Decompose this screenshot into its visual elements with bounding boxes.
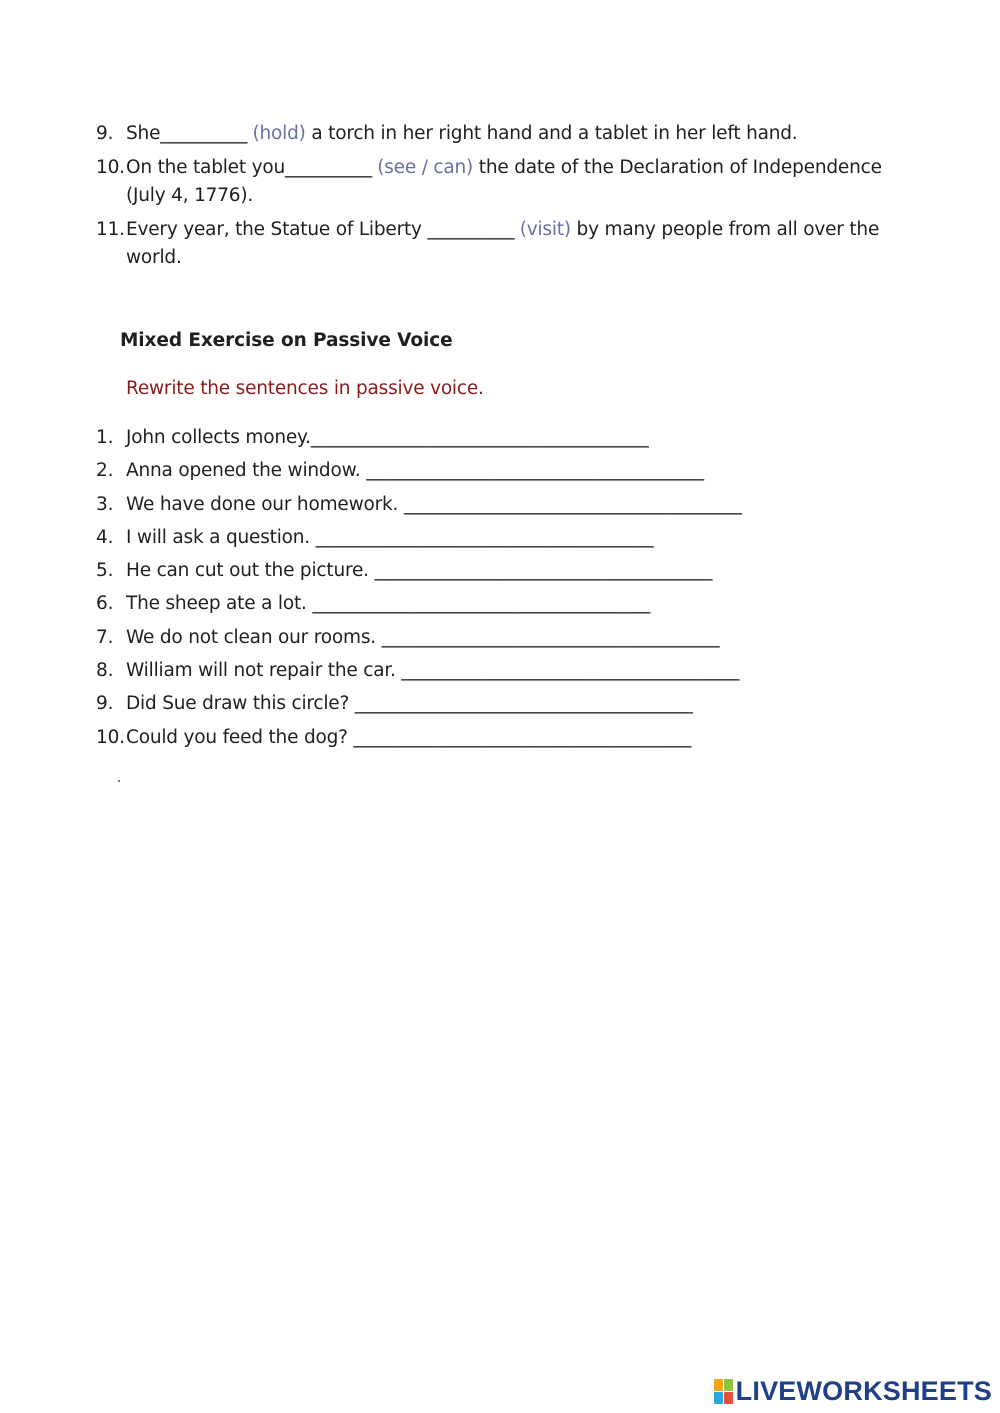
answer-blank[interactable]: __________ (427, 219, 514, 240)
answer-line[interactable]: _______________________________________ (366, 460, 704, 482)
answer-line[interactable]: _______________________________________ (315, 526, 654, 548)
item-number: 1. (96, 427, 114, 448)
item-number: 6. (96, 593, 114, 615)
item-number: 9. (96, 123, 114, 144)
answer-line[interactable]: _______________________________________ (310, 427, 649, 448)
sentence-text: I will ask a question. (126, 526, 310, 548)
verb-hint: (hold) (252, 123, 306, 144)
sentence-start: On the tablet you (126, 157, 285, 178)
item-number: 3. (96, 493, 114, 515)
logo-tile (714, 1379, 723, 1391)
item-number: 4. (96, 526, 114, 548)
sentence-start: Every year, the Statue of Liberty (126, 219, 422, 240)
liveworksheets-watermark (714, 1377, 992, 1405)
answer-line[interactable]: _______________________________________ (312, 593, 650, 615)
answer-line[interactable]: _______________________________________ (354, 693, 693, 715)
list-item (96, 154, 886, 210)
list-item (96, 120, 886, 148)
watermark-text: LIVEWORKSHEETS (735, 1376, 992, 1406)
answer-blank[interactable]: __________ (160, 123, 247, 144)
passive-fill-in-list (96, 120, 886, 278)
item-number: 10. (96, 726, 125, 748)
logo-tile (724, 1379, 733, 1391)
sentence-end: a torch in her right hand and a tablet in her left hand. (311, 123, 798, 144)
item-number: 10. (96, 157, 125, 178)
sentence-end: the date of the Declaration of Independence (July 4, 1776). (126, 157, 882, 206)
item-number: 5. (96, 560, 114, 582)
sentence-text: The sheep ate a lot. (126, 593, 307, 615)
answer-line[interactable]: _______________________________________ (353, 726, 691, 748)
sentence-text: We do not clean our rooms. (126, 626, 376, 648)
passive-rewrite-list (96, 424, 886, 757)
list-item (96, 491, 886, 519)
sentence-text: Could you feed the dog? (126, 726, 348, 748)
section-heading: Mixed Exercise on Passive Voice (120, 330, 453, 351)
answer-line[interactable]: _______________________________________ (403, 493, 742, 515)
instruction-text: Rewrite the sentences in passive voice. (126, 378, 484, 399)
item-number: 2. (96, 460, 114, 482)
liveworksheets-logo-icon (714, 1379, 733, 1404)
item-number: 7. (96, 626, 114, 648)
list-item (96, 624, 886, 652)
sentence-text: William will not repair the car. (126, 660, 396, 682)
list-item (96, 690, 886, 718)
verb-hint: (see / can) (377, 157, 474, 178)
sentence-text: We have done our homework. (126, 493, 399, 515)
stray-dot (118, 780, 120, 782)
list-item (96, 657, 886, 685)
sentence-text: He can cut out the picture. (126, 560, 369, 582)
answer-line[interactable]: _______________________________________ (381, 626, 719, 648)
list-item (96, 216, 886, 272)
list-item (96, 424, 886, 452)
list-item (96, 457, 886, 485)
list-item (96, 524, 886, 552)
sentence-end: by many people from all over the world. (126, 219, 880, 268)
list-item (96, 590, 886, 618)
sentence-text: Anna opened the window. (126, 460, 361, 482)
sentence-text: John collects money. (126, 427, 311, 448)
list-item (96, 557, 886, 585)
logo-tile (724, 1392, 733, 1404)
verb-hint: (visit) (519, 219, 571, 240)
item-number: 11. (96, 219, 125, 240)
item-number: 9. (96, 693, 114, 715)
answer-line[interactable]: _______________________________________ (401, 660, 739, 682)
item-number: 8. (96, 660, 114, 682)
list-item (96, 724, 886, 752)
answer-blank[interactable]: __________ (285, 157, 372, 178)
logo-tile (714, 1392, 723, 1404)
sentence-text: Did Sue draw this circle? (126, 693, 350, 715)
answer-line[interactable]: _______________________________________ (374, 560, 712, 582)
sentence-start: She (126, 123, 161, 144)
